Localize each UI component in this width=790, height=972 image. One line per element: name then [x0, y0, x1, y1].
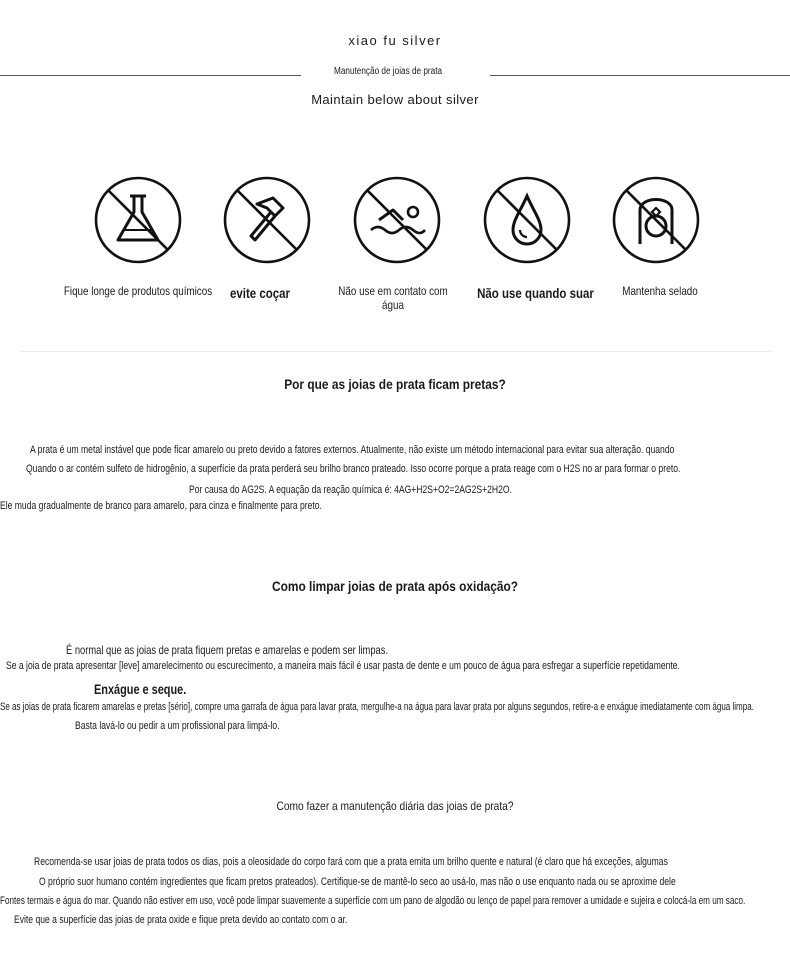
section3-line-3: Fontes termais e água do mar. Quando não estiver em uso, você pode limpar suavemente a superfície com um pano de algodão ou lenço de papel para remover a umidade e sujeira e colocá-la em um saco.	[0, 895, 746, 907]
icon-label-scratch: evite coçar	[229, 285, 290, 301]
header-rule-right	[490, 75, 790, 76]
section2-heading: Como limpar joias de prata após oxidação?	[272, 578, 518, 594]
section3-line-2: O próprio suor humano contém ingredientes que ficam pretos prateados). Certifique-se de mantê-lo seco ao usá-lo, mas não o use enquanto nada ou se aproxime dele	[39, 876, 676, 888]
section-divider	[20, 351, 774, 352]
section3-heading: Como fazer a manutenção diária das joias de prata?	[276, 799, 514, 813]
icon-label-sweat: Não use quando suar	[477, 285, 594, 301]
section2-line-4: Se as joias de prata ficarem amarelas e pretas [sério], compre uma garrafa de água para lavar prata, mergulhe-a na água para lavar prata por alguns segundos, retire-a e enxágue imediatamente com água limpa.	[0, 701, 754, 713]
icon-label-chemicals: Fique longe de produtos químicos	[63, 284, 213, 298]
section2-line-2: Se a joia de prata apresentar [leve] amarelecimento ou escurecimento, a maneira mais fácil é usar pasta de dente e um pouco de água para esfregar a superfície repetidamente.	[6, 660, 680, 672]
brand-name: xiao fu silver	[348, 33, 442, 48]
header-tagline: Maintain below about silver	[311, 92, 479, 107]
section2-line-5: Basta lavá-lo ou pedir a um profissional para limpá-lo.	[75, 720, 280, 732]
sealed-ring-icon	[612, 176, 700, 264]
header-subtitle: Manutenção de joias de prata	[334, 66, 443, 77]
flask-prohibited-icon	[94, 176, 182, 264]
header-rule-left	[0, 75, 301, 76]
section3-line-1: Recomenda-se usar joias de prata todos os dias, pois a oleosidade do corpo fará com que a prata emita um brilho quente e natural (é claro que há exceções, algumas	[34, 856, 668, 868]
section2-line-1: É normal que as joias de prata fiquem pretas e amarelas e podem ser limpas.	[66, 643, 389, 657]
section2-line-3: Enxágue e seque.	[94, 681, 187, 697]
icon-label-sealed: Mantenha selado	[622, 284, 698, 298]
section1-heading: Por que as joias de prata ficam pretas?	[284, 376, 506, 392]
section1-line-3: Por causa do AG2S. A equação da reação química é: 4AG+H2S+O2=2AG2S+2H2O.	[189, 484, 512, 496]
section3-line-4: Evite que a superfície das joias de prata oxide e fique preta devido ao contato com o ar.	[14, 914, 348, 926]
swimmer-prohibited-icon	[353, 176, 441, 264]
section1-line-1: A prata é um metal instável que pode ficar amarelo ou preto devido a fatores externos. Atualmente, não existe um método internacional para evitar sua alteração. quando	[30, 444, 675, 456]
hammer-prohibited-icon	[223, 176, 311, 264]
section1-line-2: Quando o ar contém sulfeto de hidrogênio, a superfície da prata perderá seu brilho branco prateado. Isso ocorre porque a prata reage com o H2S no ar para formar o preto.	[26, 463, 681, 475]
icon-label-water: Não use em contato com água	[338, 284, 448, 312]
section1-line-4: Ele muda gradualmente de branco para amarelo, para cinza e finalmente para preto.	[0, 500, 322, 512]
sweat-drop-prohibited-icon	[483, 176, 571, 264]
